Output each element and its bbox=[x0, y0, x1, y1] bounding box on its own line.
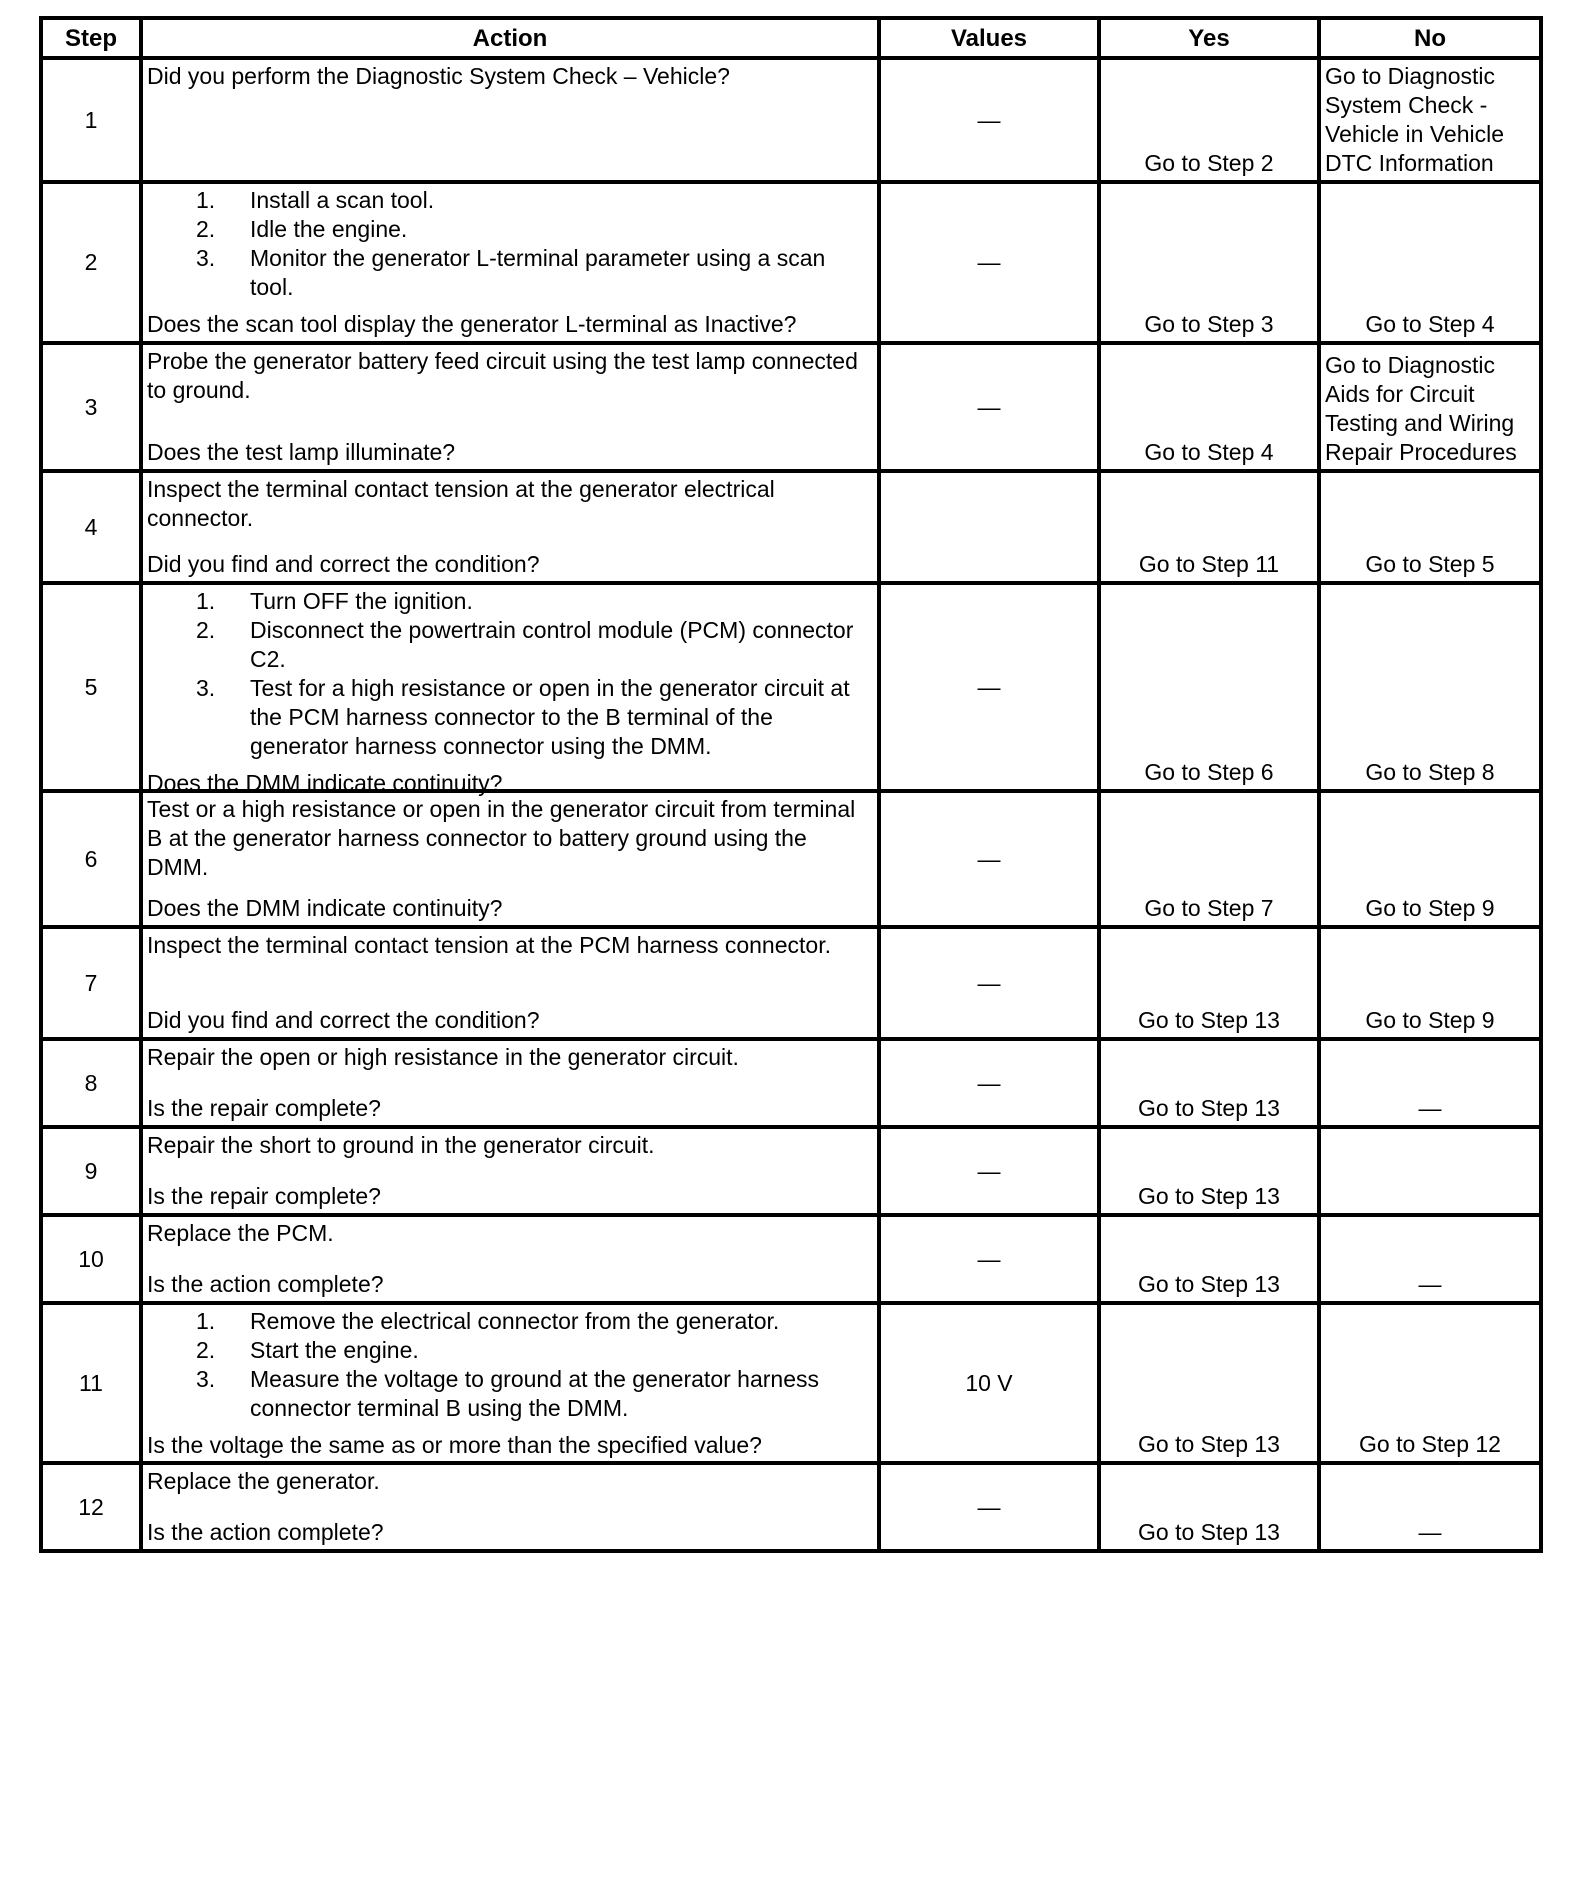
action-step-item: Measure the voltage to ground at the generator harness connector terminal B using the DMM. bbox=[250, 1366, 819, 1421]
action-instruction: Repair the open or high resistance in the generator circuit. bbox=[147, 1044, 739, 1070]
action-step-item: Disconnect the powertrain control module (PCM) connector C2. bbox=[250, 617, 854, 672]
action-step-list bbox=[147, 186, 873, 302]
step-number: 8 bbox=[41, 1039, 141, 1127]
yes-cell: Go to Step 13 bbox=[1099, 927, 1319, 1039]
step-number: 11 bbox=[41, 1303, 141, 1463]
action-question: Is the repair complete? bbox=[147, 1183, 381, 1209]
table-row bbox=[41, 58, 1541, 182]
values-cell: — bbox=[879, 1127, 1099, 1215]
table-row bbox=[41, 1303, 1541, 1463]
table-row bbox=[41, 343, 1541, 471]
header-values: Values bbox=[879, 18, 1099, 58]
table-row bbox=[41, 927, 1541, 1039]
action-step-item: Idle the engine. bbox=[250, 216, 408, 242]
action-question: Is the action complete? bbox=[147, 1271, 384, 1297]
yes-cell: Go to Step 3 bbox=[1099, 182, 1319, 343]
no-cell: — bbox=[1319, 1463, 1541, 1551]
step-number: 3 bbox=[41, 343, 141, 471]
table-row bbox=[41, 583, 1541, 791]
no-cell: Go to Diagnostic System Check - Vehicle in Vehicle DTC Information bbox=[1319, 58, 1541, 182]
action-cell bbox=[141, 927, 879, 1039]
action-question: Does the DMM indicate continuity? bbox=[147, 895, 503, 921]
action-cell bbox=[141, 1215, 879, 1303]
action-cell bbox=[141, 1303, 879, 1463]
step-number: 6 bbox=[41, 791, 141, 927]
yes-cell: Go to Step 11 bbox=[1099, 471, 1319, 583]
yes-cell: Go to Step 6 bbox=[1099, 583, 1319, 791]
action-cell bbox=[141, 58, 879, 182]
step-number: 9 bbox=[41, 1127, 141, 1215]
no-cell: — bbox=[1319, 1215, 1541, 1303]
table-row bbox=[41, 471, 1541, 583]
action-step-item: Remove the electrical connector from the generator. bbox=[250, 1308, 780, 1334]
step-number: 4 bbox=[41, 471, 141, 583]
action-step-item: Start the engine. bbox=[250, 1337, 419, 1363]
no-cell: — bbox=[1319, 1039, 1541, 1127]
table-row bbox=[41, 1463, 1541, 1551]
action-cell bbox=[141, 471, 879, 583]
action-question: Does the test lamp illuminate? bbox=[147, 439, 456, 465]
step-number: 7 bbox=[41, 927, 141, 1039]
header-row bbox=[41, 18, 1541, 58]
step-number: 2 bbox=[41, 182, 141, 343]
action-cell bbox=[141, 1463, 879, 1551]
action-cell bbox=[141, 1127, 879, 1215]
values-cell: — bbox=[879, 791, 1099, 927]
values-cell: 10 V bbox=[879, 1303, 1099, 1463]
action-instruction: Replace the generator. bbox=[147, 1468, 380, 1494]
action-step-item: Test for a high resistance or open in the generator circuit at the PCM harness connector to the B terminal of the generator harness connector using the DMM. bbox=[250, 675, 850, 759]
action-question: Does the scan tool display the generator L-terminal as Inactive? bbox=[147, 311, 797, 337]
action-instruction: Replace the PCM. bbox=[147, 1220, 334, 1246]
action-cell bbox=[141, 1039, 879, 1127]
table-row bbox=[41, 1127, 1541, 1215]
action-step-list bbox=[147, 587, 873, 761]
action-instruction: Inspect the terminal contact tension at the generator electrical connector. bbox=[147, 476, 775, 531]
values-cell: — bbox=[879, 182, 1099, 343]
header-no: No bbox=[1319, 18, 1541, 58]
table-row bbox=[41, 1215, 1541, 1303]
values-cell: — bbox=[879, 58, 1099, 182]
values-cell bbox=[879, 471, 1099, 583]
values-cell: — bbox=[879, 583, 1099, 791]
no-cell: Go to Diagnostic Aids for Circuit Testing and Wiring Repair Procedures bbox=[1319, 343, 1541, 471]
action-cell bbox=[141, 583, 879, 796]
diagnostic-table bbox=[39, 16, 1543, 1553]
step-number: 5 bbox=[41, 583, 141, 791]
action-instruction: Did you perform the Diagnostic System Check – Vehicle? bbox=[147, 63, 730, 89]
action-instruction: Repair the short to ground in the generator circuit. bbox=[147, 1132, 655, 1158]
action-question: Is the repair complete? bbox=[147, 1095, 381, 1121]
yes-cell: Go to Step 13 bbox=[1099, 1039, 1319, 1127]
step-number: 12 bbox=[41, 1463, 141, 1551]
values-cell: — bbox=[879, 927, 1099, 1039]
action-cell bbox=[141, 791, 879, 927]
action-instruction: Probe the generator battery feed circuit using the test lamp connected to ground. bbox=[147, 348, 858, 403]
action-question: Did you find and correct the condition? bbox=[147, 551, 540, 577]
no-cell: Go to Step 4 bbox=[1319, 182, 1541, 343]
action-step-item: Install a scan tool. bbox=[250, 187, 435, 213]
yes-cell: Go to Step 13 bbox=[1099, 1463, 1319, 1551]
action-step-item: Turn OFF the ignition. bbox=[250, 588, 473, 614]
action-question: Does the DMM indicate continuity? bbox=[147, 770, 503, 796]
action-cell bbox=[141, 182, 879, 343]
action-question: Is the action complete? bbox=[147, 1519, 384, 1545]
yes-cell: Go to Step 2 bbox=[1099, 58, 1319, 182]
no-cell: Go to Step 8 bbox=[1319, 583, 1541, 791]
no-cell: Go to Step 9 bbox=[1319, 927, 1541, 1039]
values-cell: — bbox=[879, 1215, 1099, 1303]
table-row bbox=[41, 791, 1541, 927]
yes-cell: Go to Step 7 bbox=[1099, 791, 1319, 927]
header-yes: Yes bbox=[1099, 18, 1319, 58]
no-cell bbox=[1319, 1127, 1541, 1215]
action-step-item: Monitor the generator L-terminal parameter using a scan tool. bbox=[250, 245, 826, 300]
header-step: Step bbox=[41, 18, 141, 58]
no-cell: Go to Step 12 bbox=[1319, 1303, 1541, 1463]
action-question: Did you find and correct the condition? bbox=[147, 1007, 540, 1033]
values-cell: — bbox=[879, 1039, 1099, 1127]
action-instruction: Test or a high resistance or open in the generator circuit from terminal B at the generator harness connector to battery ground using the DMM. bbox=[147, 796, 856, 880]
yes-cell: Go to Step 4 bbox=[1099, 343, 1319, 471]
action-step-list bbox=[147, 1307, 873, 1423]
yes-cell: Go to Step 13 bbox=[1099, 1127, 1319, 1215]
yes-cell: Go to Step 13 bbox=[1099, 1303, 1319, 1463]
action-instruction: Inspect the terminal contact tension at the PCM harness connector. bbox=[147, 932, 831, 958]
no-cell: Go to Step 9 bbox=[1319, 791, 1541, 927]
step-number: 1 bbox=[41, 58, 141, 182]
values-cell: — bbox=[879, 1463, 1099, 1551]
action-cell bbox=[141, 343, 879, 471]
values-cell: — bbox=[879, 343, 1099, 471]
yes-cell: Go to Step 13 bbox=[1099, 1215, 1319, 1303]
table-row bbox=[41, 1039, 1541, 1127]
table-row bbox=[41, 182, 1541, 343]
action-question: Is the voltage the same as or more than the specified value? bbox=[147, 1432, 762, 1458]
step-number: 10 bbox=[41, 1215, 141, 1303]
no-cell: Go to Step 5 bbox=[1319, 471, 1541, 583]
header-action: Action bbox=[141, 18, 879, 58]
